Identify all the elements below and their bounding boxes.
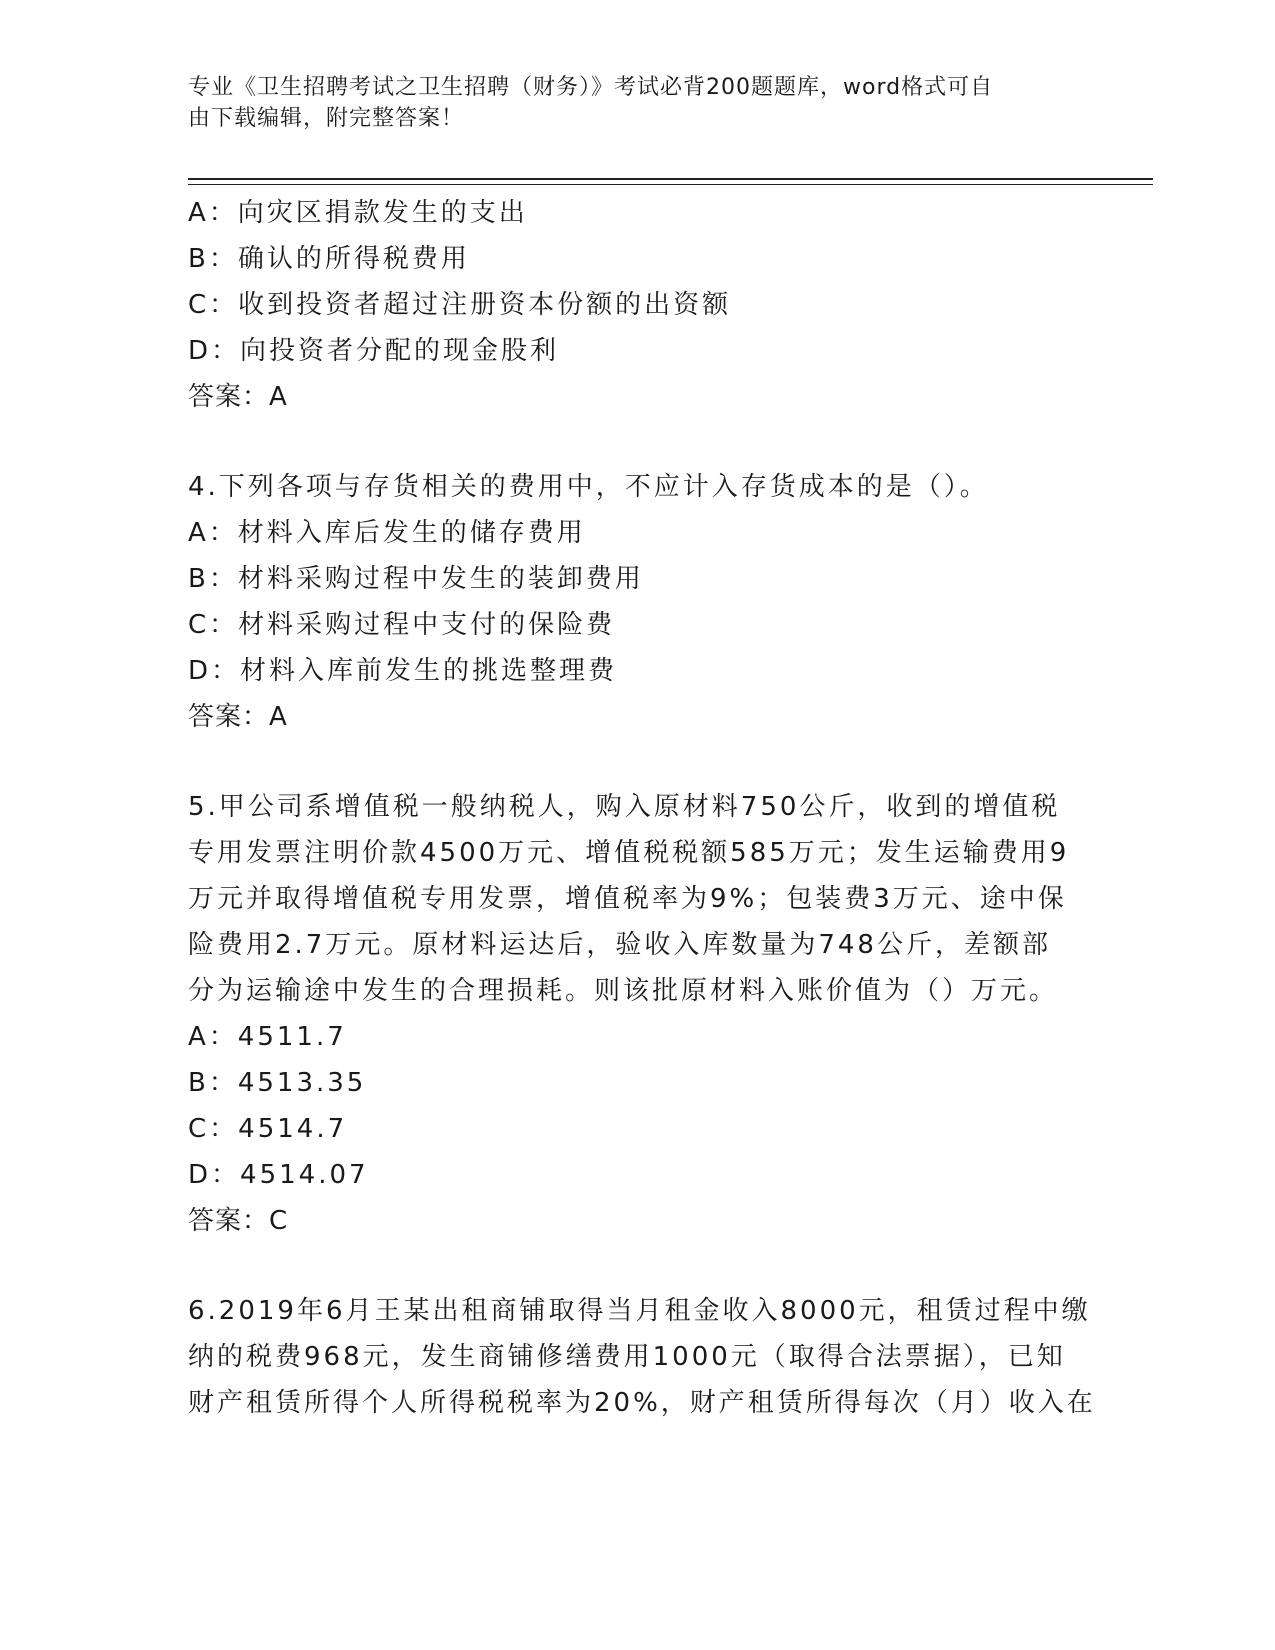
question-stem: 4.下列各项与存货相关的费用中，不应计入存货成本的是（）。 [188, 472, 989, 502]
option-c: C：4514.7 [188, 1114, 348, 1144]
question-stem-line: 险费用2.7万元。原材料运达后，验收入库数量为748公斤，差额部 [188, 930, 1051, 960]
question-stem-line: 分为运输途中发生的合理损耗。则该批原材料入账价值为（）万元。 [188, 976, 1059, 1006]
question-5 [188, 784, 1088, 1244]
option-a: A：4511.7 [188, 1022, 347, 1052]
question-6 [188, 1288, 1096, 1426]
option-a: A：向灾区捐款发生的支出 [188, 198, 528, 228]
option-b: B：确认的所得税费用 [188, 244, 470, 274]
question-stem-line: 纳的税费968元，发生商铺修缮费用1000元（取得合法票据），已知 [188, 1342, 1066, 1372]
question-list [188, 190, 1096, 1426]
question-stem-line: 专用发票注明价款4500万元、增值税税额585万元；发生运输费用9 [188, 838, 1070, 868]
question-stem-line: 万元并取得增值税专用发票，增值税率为9%；包装费3万元、途中保 [188, 884, 1067, 914]
answer: 答案：A [188, 702, 288, 732]
option-c: C：收到投资者超过注册资本份额的出资额 [188, 290, 732, 320]
answer: 答案：A [188, 382, 288, 412]
option-c: C：材料采购过程中支付的保险费 [188, 610, 616, 640]
option-d: D：向投资者分配的现金股利 [188, 336, 560, 366]
question-stem-line: 5.甲公司系增值税一般纳税人，购入原材料750公斤，收到的增值税 [188, 792, 1061, 822]
answer: 答案：C [188, 1206, 289, 1236]
question-4 [188, 464, 1088, 740]
question-stem-line: 6.2019年6月王某出租商铺取得当月租金收入8000元，租赁过程中缴 [188, 1296, 1091, 1326]
option-d: D：4514.07 [188, 1160, 369, 1190]
option-d: D：材料入库前发生的挑选整理费 [188, 656, 618, 686]
question-3 [188, 190, 1088, 420]
option-b: B：材料采购过程中发生的装卸费用 [188, 564, 644, 594]
question-stem-line: 财产租赁所得个人所得税税率为20%，财产租赁所得每次（月）收入在 [188, 1388, 1096, 1418]
option-a: A：材料入库后发生的储存费用 [188, 518, 586, 548]
header-divider-thick [188, 178, 1153, 180]
option-b: B：4513.35 [188, 1068, 367, 1098]
header-line-1: 专业《卫生招聘考试之卫生招聘（财务）》考试必背200题题库，word格式可自 [188, 75, 994, 100]
document-header [188, 72, 1068, 134]
header-line-2: 由下载编辑，附完整答案！ [188, 106, 465, 131]
header-divider-thin [188, 184, 1153, 185]
